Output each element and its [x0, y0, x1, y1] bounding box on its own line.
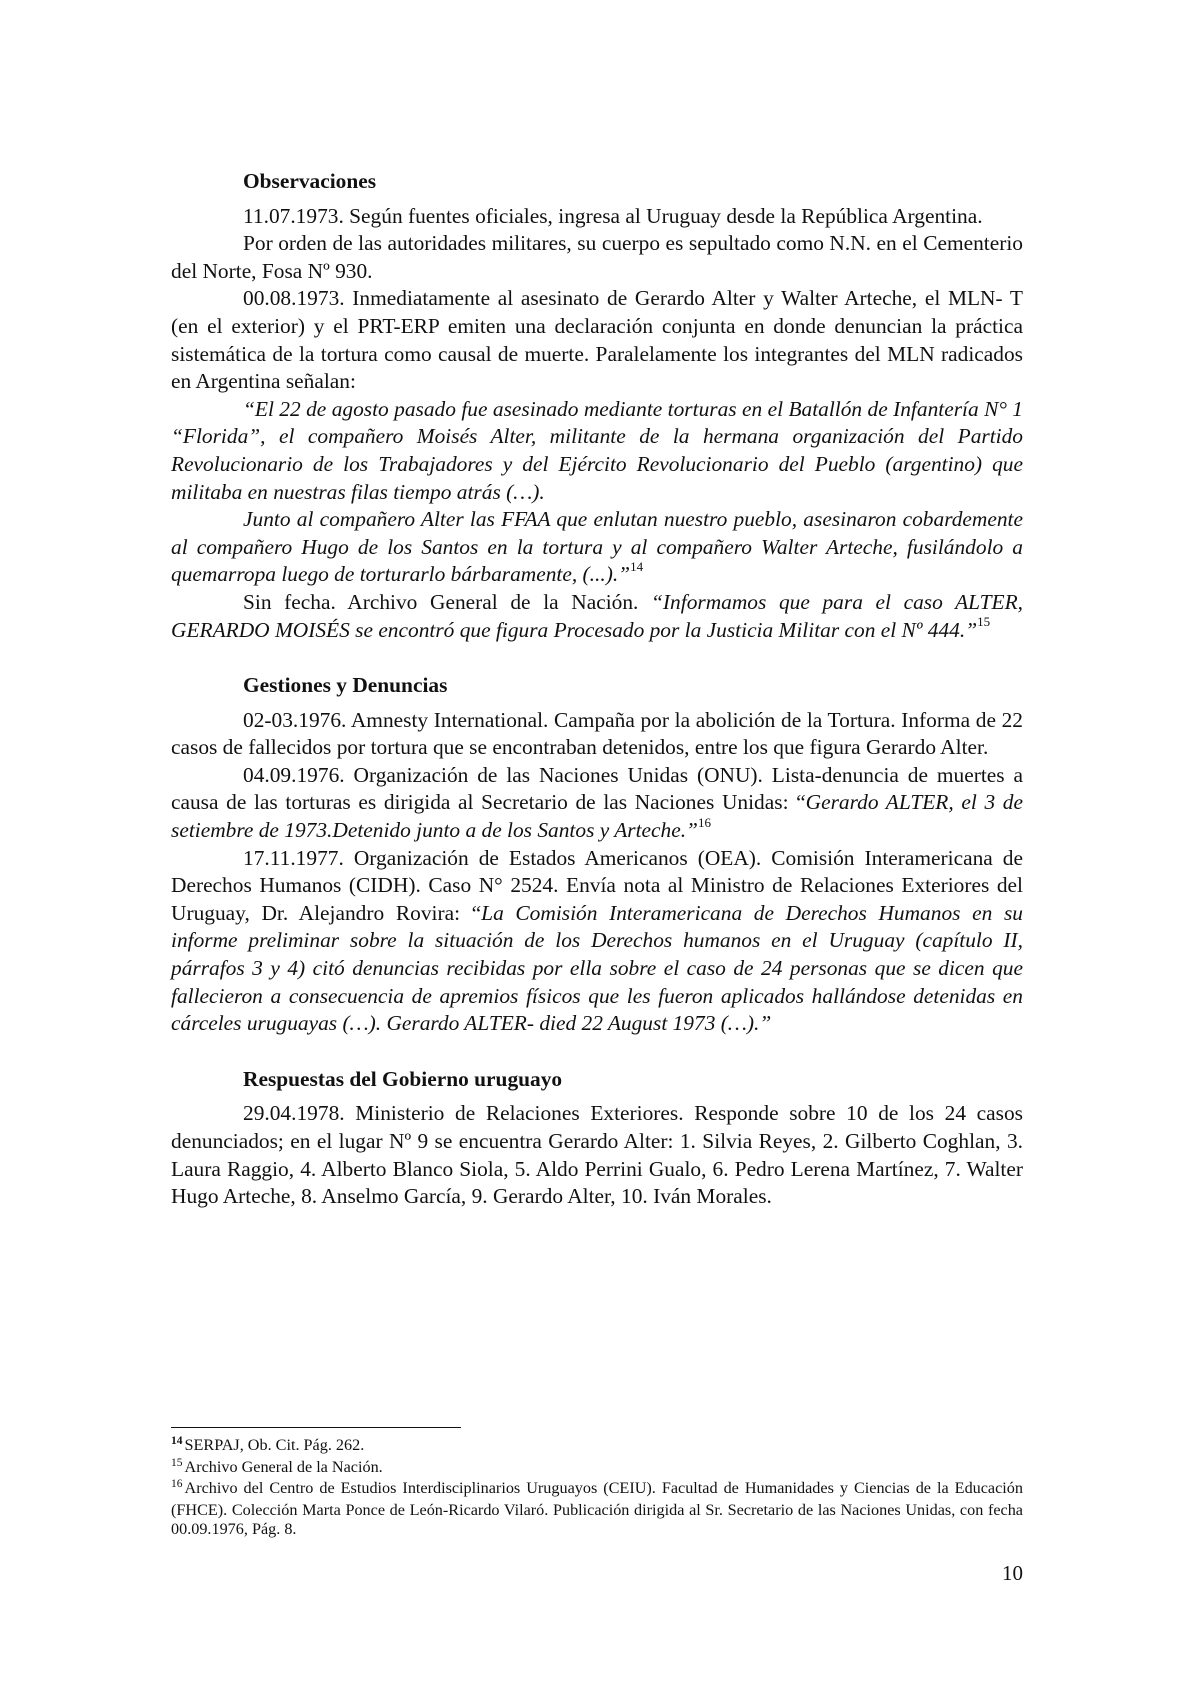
paragraph-text: 17.11.1977. Organización de Estados Americanos (OEA). Comisión Interamericana de Derechos Humanos (CIDH). Caso N° 2524. Envía nota al Ministro de Relaciones Exteriores del Uruguay, Dr. Alejandro Rovira: “: [171, 845, 1023, 925]
paragraph-text: 11.07.1973. Según fuentes oficiales, ingresa al Uruguay desde la República Argentina.: [243, 203, 983, 228]
footnote-text: Archivo del Centro de Estudios Interdisciplinarios Uruguayos (CEIU). Facultad de Humanidades y Ciencias de la Educación (FHCE). Colección Marta Ponce de León-Ricardo Vilaró. Publicación dirigida al Sr. Secretario de las Naciones Unidas, con fecha 00.09.1976, Pág. 8.: [171, 1479, 1023, 1539]
footnote-separator: [171, 1427, 461, 1428]
paragraph: [171, 1100, 1023, 1210]
paragraph: [171, 762, 1023, 845]
paragraph: [171, 203, 1023, 231]
quoted-text: Junto al compañero Alter las FFAA que enlutan nuestro pueblo, asesinaron cobardemente al compañero Hugo de los Santos en la tortura y al compañero Walter Arteche, fusilándolo a quemarropa luego de torturarlo bárbaramente, (...).”: [171, 507, 1023, 587]
footnote-number: 15: [171, 1456, 183, 1469]
footnote-number: 16: [171, 1478, 183, 1491]
quoted-text: La Comisión Interamericana de Derechos Humanos en su informe preliminar sobre la situación de los Derechos humanos en el Uruguay (capítulo II, párrafos 3 y 4) citó denuncias recibidas por ella sobre el caso de 24 personas que se dicen que fallecieron a consecuencia de apremios físicos que les fueron aplicados hallándose detenidas en cárceles uruguayas (…). Gerardo ALTER- died 22 August 1973 (…).”: [171, 900, 1023, 1036]
quoted-text: “El 22 de agosto pasado fue asesinado mediante torturas en el Batallón de Infantería N° 1 “Florida”, el compañero Moisés Alter, militante de la hermana organización del Partido Revolucionario de los Trabajadores y del Ejército Revolucionario del Pueblo (argentino) que militaba en nuestras filas tiempo atrás (…).: [171, 396, 1023, 504]
page-number: 10: [1002, 1561, 1023, 1585]
footnote: [171, 1458, 1023, 1480]
footnote-reference: 16: [697, 814, 711, 830]
paragraph-text: 04.09.1976. Organización de las Naciones Unidas (ONU). Lista-denuncia de muertes a causa de las torturas es dirigida al Secretario de las Naciones Unidas: “: [171, 762, 1023, 815]
footnote: [171, 1436, 1023, 1458]
section-heading: Observaciones: [243, 169, 377, 193]
footnote-text: Archivo General de la Nación.: [184, 1457, 383, 1476]
footnote-list: [171, 1436, 1023, 1540]
paragraph-text: 02-03.1976. Amnesty International. Campaña por la abolición de la Tortura. Informa de 22 casos de fallecidos por tortura que se encontraban detenidos, entre los que figura Gerardo Alter.: [171, 707, 1023, 760]
document-body: [171, 168, 1023, 1211]
paragraph-text: Por orden de las autoridades militares, su cuerpo es sepultado como N.N. en el Cementerio del Norte, Fosa Nº 930.: [171, 231, 1023, 283]
section-heading: Respuestas del Gobierno uruguayo: [243, 1066, 563, 1091]
paragraph: [171, 230, 1023, 285]
paragraph: [171, 589, 1023, 644]
paragraph: [171, 845, 1023, 1038]
footnote-reference: 14: [630, 559, 644, 575]
footnote: [171, 1479, 1023, 1540]
paragraph: [171, 506, 1023, 589]
paragraph-text: 00.08.1973. Inmediatamente al asesinato de Gerardo Alter y Walter Arteche, el MLN- T (en el exterior) y el PRT-ERP emiten una declaración conjunta en donde denuncian la práctica sistemática de la tortura como causal de muerte. Paralelamente los integrantes del MLN radicados en Argentina señalan:: [171, 286, 1023, 394]
footnote-number: 14: [171, 1435, 183, 1447]
quoted-text: Gerardo ALTER, el 3 de setiembre de 1973.Detenido junto a de los Santos y Arteche.”: [171, 790, 1023, 843]
footnote-reference: 15: [977, 614, 991, 630]
paragraph-text: Sin fecha. Archivo General de la Nación.: [243, 589, 652, 614]
paragraph-text: 29.04.1978. Ministerio de Relaciones Exteriores. Responde sobre 10 de los 24 casos denunciados; en el lugar Nº 9 se encuentra Gerardo Alter: 1. Silvia Reyes, 2. Gilberto Coghlan, 3. Laura Raggio, 4. Alberto Blanco Siola, 5. Aldo Perrini Gualo, 6. Pedro Lerena Martínez, 7. Walter Hugo Arteche, 8. Anselmo García, 9. Gerardo Alter, 10. Iván Morales.: [171, 1101, 1023, 1209]
paragraph: [171, 707, 1023, 762]
paragraph: [171, 285, 1023, 395]
quoted-text: “Informamos que para el caso ALTER, GERARDO MOISÉS se encontró que figura Procesado por la Justicia Militar con el Nº 444.”: [171, 589, 1023, 642]
section-heading: Gestiones y Denuncias: [243, 673, 448, 698]
footnote-text: SERPAJ, Ob. Cit. Pág. 262.: [184, 1436, 365, 1454]
paragraph: [171, 396, 1023, 506]
footnotes: [171, 1427, 1023, 1540]
